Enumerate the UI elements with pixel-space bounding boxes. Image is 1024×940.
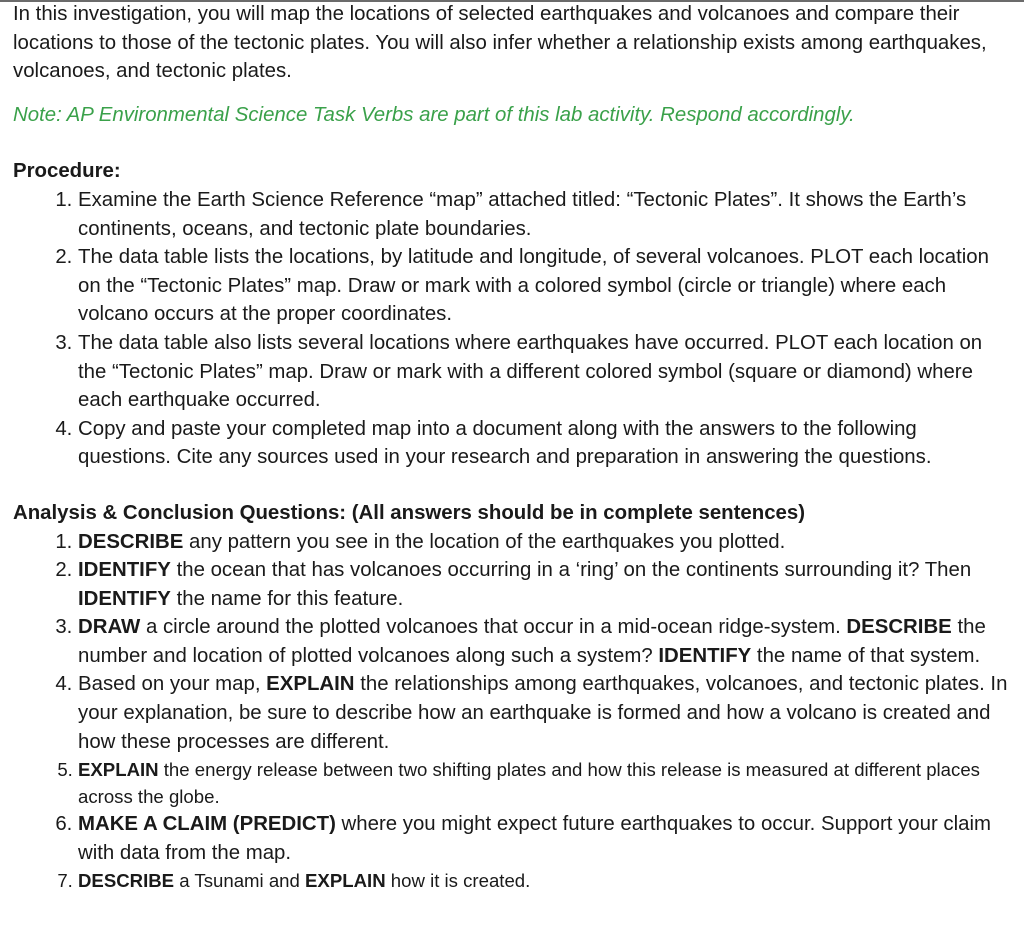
analysis-question xyxy=(78,867,1013,894)
question-text: any pattern you see in the location of the earthquakes you plotted. xyxy=(183,530,786,553)
intro-paragraph: In this investigation, you will map the locations of selected earthquakes and volcanoes and compare their locations to those of the tectonic plates. You will also infer whether a relationship exists among earthquakes, volcanoes, and tectonic plates. xyxy=(13,3,987,83)
task-verb: EXPLAIN xyxy=(266,673,355,696)
task-verb: MAKE A CLAIM (PREDICT) xyxy=(78,813,336,836)
question-text: where you might expect future earthquakes to occur. Support your claim with data from the map. xyxy=(78,813,991,864)
procedure-step: 1. Examine the Earth Science Reference “map” attached titled: “Tectonic Plates”. It shows the Earth’s continents, oceans, and tectonic plate boundaries. xyxy=(78,186,1013,243)
task-verb: IDENTIFY xyxy=(78,587,171,610)
note-text: Note: AP Environmental Science Task Verbs are part of this lab activity. Respond accordingly. xyxy=(13,103,855,126)
procedure-list xyxy=(13,186,1013,472)
question-text: the name of that system. xyxy=(751,644,981,667)
document-page xyxy=(13,0,1013,894)
question-text: the name for this feature. xyxy=(170,587,404,610)
task-verb: DRAW xyxy=(78,616,141,639)
analysis-question xyxy=(78,613,1013,670)
procedure-step: 3. The data table also lists several locations where earthquakes have occurred. PLOT each location on the “Tectonic Plates” map. Draw or mark with a different colored symbol (square or diamond) where each earthquake occurred. xyxy=(78,329,1013,415)
question-text: a circle around the plotted volcanoes that occur in a mid-ocean ridge-system. xyxy=(140,616,847,639)
question-text: the relationships among earthquakes, volcanoes, and tectonic plates. In your explanation, be sure to describe how an earthquake is formed and how a volcano is created and how these processes are different. xyxy=(78,673,1008,753)
question-text: the energy release between two shifting plates and how this release is measured at different places across the globe. xyxy=(78,759,980,808)
analysis-question xyxy=(78,556,1013,613)
task-verb: EXPLAIN xyxy=(305,870,386,892)
analysis-list xyxy=(13,528,1013,895)
procedure-step: 2. The data table lists the locations, by latitude and longitude, of several volcanoes. PLOT each location on the “Tectonic Plates” map. Draw or mark with a colored symbol (circle or triangle) where each volcano occurs at the proper coordinates. xyxy=(78,243,1013,329)
question-text: a Tsunami and xyxy=(174,870,306,892)
task-verb: EXPLAIN xyxy=(78,759,159,781)
analysis-question xyxy=(78,528,1013,557)
analysis-question xyxy=(78,810,1013,867)
task-verb: DESCRIBE xyxy=(78,530,184,553)
analysis-heading: Analysis & Conclusion Questions: (All answers should be in complete sentences) xyxy=(13,501,806,524)
question-text: how it is created. xyxy=(385,870,531,892)
analysis-question xyxy=(78,670,1013,756)
task-verb: DESCRIBE xyxy=(78,870,175,892)
question-text: Based on your map, xyxy=(78,673,267,696)
task-verb: IDENTIFY xyxy=(78,559,171,582)
procedure-step: 4. Copy and paste your completed map into a document along with the answers to the following questions. Cite any sources used in your research and preparation in answering the questions. xyxy=(78,415,1013,472)
question-text: the number and location of plotted volcanoes along such a system? xyxy=(78,616,986,667)
analysis-question xyxy=(78,756,1013,810)
task-verb: IDENTIFY xyxy=(658,644,752,667)
procedure-heading: Procedure: xyxy=(13,160,121,183)
question-text: the ocean that has volcanoes occurring in a ‘ring’ on the continents surrounding it? Then xyxy=(170,559,972,582)
task-verb: DESCRIBE xyxy=(846,616,952,639)
